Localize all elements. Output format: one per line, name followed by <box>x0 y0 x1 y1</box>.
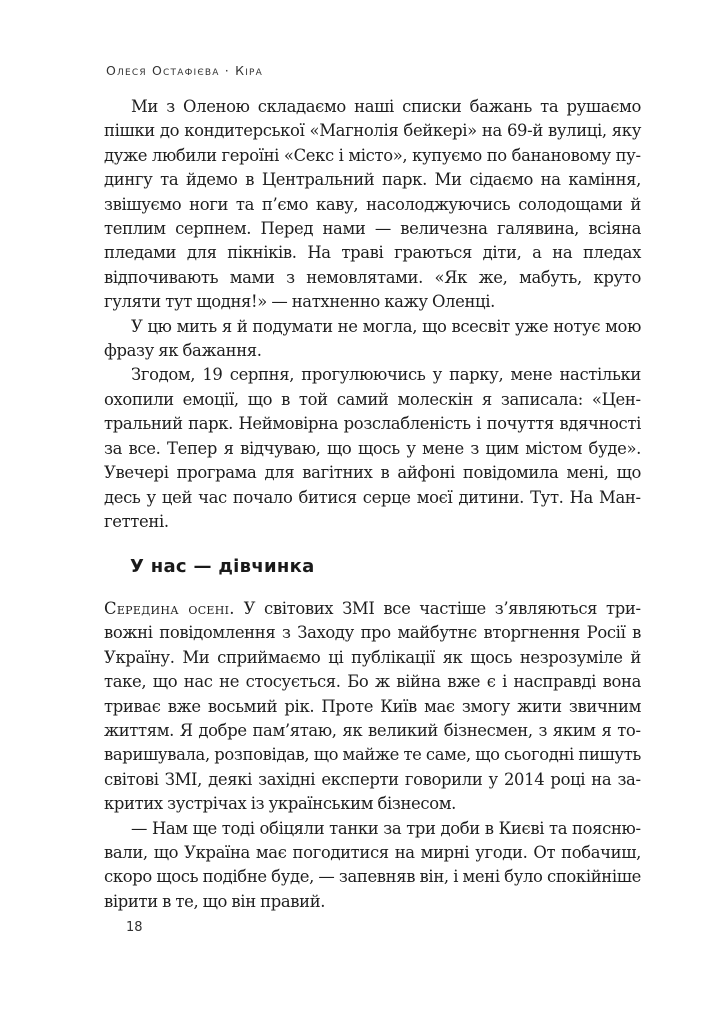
page-number: 18 <box>126 920 143 935</box>
text-block-1 <box>104 95 641 534</box>
running-head: Олеся Остафієва · Кіра <box>106 63 264 78</box>
lead-in-small-caps: Середина осені. <box>104 599 235 618</box>
paragraph-lead <box>104 597 641 817</box>
paragraph-body: У світових ЗМІ все частіше з’являються тривожні повідомлення з Заходу про майбутнє вторгнення Росії в Україну. Ми сприймаємо ці публікації як щось незрозуміле й таке, що нас не стосується. Бо ж війна вже є і насправді вона триває вже восьмий рік. Проте Київ має змогу жити звичним життям. Я добре пам’ятаю, як великий бізнесмен, з яким я товаришувала, розповідав, що майже те саме, що сьогодні пишуть світові ЗМІ, деякі західні експерти говорили у 2014 році на закритих зустрічах із українським бізнесом. <box>104 599 641 814</box>
paragraph: — Нам ще тоді обіцяли танки за три доби в Києві та пояснювали, що Україна має погодитися на мирні угоди. От побачиш, скоро щось подібне буде, — запевняв він, і мені було спокійніше вірити в те, що він правий. <box>104 818 641 911</box>
section-heading: У нас — дівчинка <box>130 556 315 577</box>
text-block-2 <box>104 597 641 914</box>
paragraph: Згодом, 19 серпня, прогулюючись у парку, мене настільки охопили емоції, що в той самий молескін я записала: «Центральний парк. Неймовірна розслабленість і почуття вдячності за все. Тепер я відчуваю, що щось у мене з цим містом буде». Увечері програма для вагітних в айфоні повідомила мені, що десь у цей час почало битися серце моєї дитини. Тут. На Мангеттені. <box>104 365 641 531</box>
paragraph: Ми з Оленою складаємо наші списки бажань та рушаємо пішки до кондитерської «Магнолія бейкері» на 69-й вулиці, яку дуже любили героїні «Секс і місто», купуємо по банановому пудингу та йдемо в Центральний парк. Ми сідаємо на каміння, звішуємо ноги та п’ємо каву, насолоджуючись солодощами й теплим серпнем. Перед нами — величезна галявина, всіяна пледами для пікніків. На траві граються діти, а на пледах відпочивають мами з немовлятами. «Як же, мабуть, круто гуляти тут щодня!» — натхненно кажу Оленці. <box>104 97 641 312</box>
paragraph: У цю мить я й подумати не могла, що всесвіт уже нотує мою фразу як бажання. <box>104 316 641 361</box>
